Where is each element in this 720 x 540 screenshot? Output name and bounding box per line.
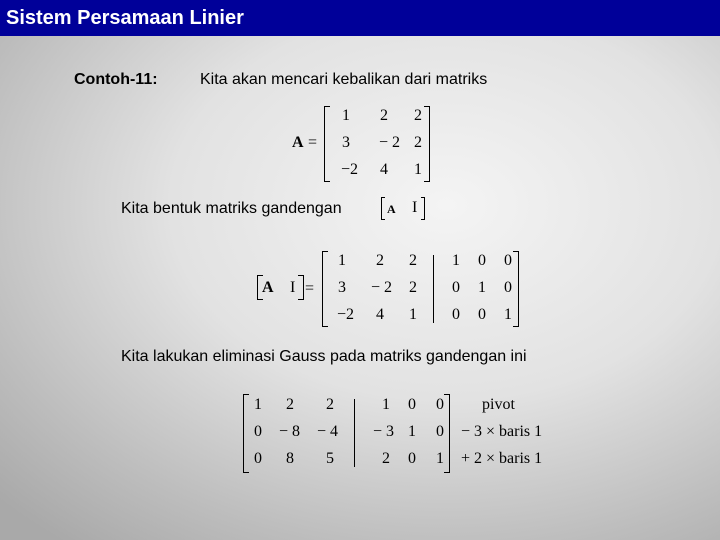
augmented-cell: 0 [504,252,512,269]
augmented-symbol-left-bracket [381,197,385,220]
matrix-a-cell: 2 [414,134,422,151]
gauss-right-bracket [444,394,450,473]
matrix-a-cell: −2 [340,161,358,178]
augmented-cell: 2 [376,252,384,269]
matrix-a-cell: 2 [414,107,422,124]
gauss-cell: − 3 [372,423,394,440]
matrix-a-equals: = [308,134,318,151]
augmented-symbol-right-bracket [421,197,425,220]
augmented-right-bracket [513,251,519,327]
augmented-cell: 0 [478,252,486,269]
augmented-lhs-right-bracket [298,275,304,300]
augmented-cell: 0 [478,306,486,323]
gauss-separator [354,399,355,467]
gauss-cell: 2 [382,450,390,467]
gauss-cell: − 4 [316,423,338,440]
gauss-cell: 1 [382,396,390,413]
slide-title: Sistem Persamaan Linier [0,0,720,36]
gauss-cell: 1 [254,396,262,413]
gauss-cell: 0 [254,450,262,467]
intro-text: Kita akan mencari kebalikan dari matriks [200,71,488,88]
matrix-a-right-bracket [424,106,430,182]
gauss-cell: 1 [436,450,444,467]
augmented-intro-text: Kita bentuk matriks gandengan [121,200,342,217]
augmented-lhs-a: A [262,279,274,296]
augmented-cell: 0 [452,279,460,296]
matrix-a-cell: − 2 [378,134,400,151]
augmented-cell: 2 [409,252,417,269]
gauss-cell: 0 [408,396,416,413]
matrix-a-cell: 1 [414,161,422,178]
augmented-lhs-i: I [290,279,296,296]
gauss-cell: 0 [254,423,262,440]
augmented-cell: 3 [338,279,346,296]
augmented-cell: 2 [409,279,417,296]
gauss-note-row2: − 3 × baris 1 [461,423,543,440]
augmented-symbol-a: A [387,202,396,216]
example-label: Contoh-11: [74,71,158,88]
gauss-cell: 2 [286,396,294,413]
matrix-a-cell: 1 [342,107,350,124]
gauss-cell: 2 [326,396,334,413]
gauss-cell: − 8 [278,423,300,440]
augmented-cell: 0 [504,279,512,296]
gauss-note-row3: + 2 × baris 1 [461,450,543,467]
augmented-cell: 1 [409,306,417,323]
gauss-cell: 0 [408,450,416,467]
gauss-cell: 0 [436,396,444,413]
matrix-a-cell: 4 [380,161,388,178]
augmented-symbol-i: I [412,199,418,216]
gauss-cell: 8 [286,450,294,467]
matrix-a-cell: 3 [342,134,350,151]
elimination-intro-text: Kita lakukan eliminasi Gauss pada matriks gandengan ini [121,348,527,365]
augmented-cell: −2 [336,306,354,323]
augmented-cell: 1 [338,252,346,269]
gauss-cell: 1 [408,423,416,440]
augmented-cell: 1 [452,252,460,269]
matrix-a-name: A [292,134,304,151]
augmented-cell: 4 [376,306,384,323]
gauss-note-pivot: pivot [482,396,515,413]
matrix-a-cell: 2 [380,107,388,124]
gauss-cell: 0 [436,423,444,440]
augmented-cell: 1 [504,306,512,323]
augmented-equals: = [305,280,315,297]
augmented-cell: − 2 [370,279,392,296]
augmented-cell: 1 [478,279,486,296]
augmented-cell: 0 [452,306,460,323]
gauss-cell: 5 [326,450,334,467]
